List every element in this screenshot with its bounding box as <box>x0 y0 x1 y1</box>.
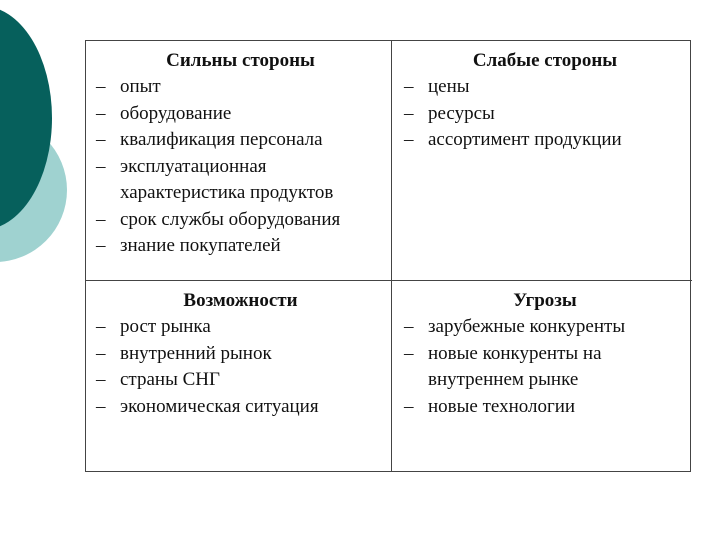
list-item: – зарубежные конкуренты <box>404 314 686 341</box>
list-item: – эксплуатационная характеристика продуктов <box>96 154 385 207</box>
opportunities-list <box>96 314 385 420</box>
swot-table <box>85 40 691 472</box>
list-item: – опыт <box>96 74 385 101</box>
list-item: – квалификация персонала <box>96 127 385 154</box>
decorative-circles <box>0 0 80 300</box>
weaknesses-list <box>404 74 686 154</box>
opportunities-cell <box>86 281 392 471</box>
list-item: – оборудование <box>96 101 385 128</box>
opportunities-title: Возможности <box>183 290 298 311</box>
circle-shapes <box>0 0 80 300</box>
strengths-title: Сильны стороны <box>166 50 315 71</box>
threats-list <box>404 314 686 420</box>
list-item: – знание покупателей <box>96 233 385 260</box>
strengths-list <box>96 74 385 260</box>
threats-title: Угрозы <box>513 290 577 311</box>
list-item: – страны СНГ <box>96 367 385 394</box>
list-item: – рост рынка <box>96 314 385 341</box>
list-item: – внутренний рынок <box>96 341 385 368</box>
strengths-cell <box>86 41 392 281</box>
list-item: – новые технологии <box>404 394 686 421</box>
list-item: – ресурсы <box>404 101 686 128</box>
list-item: – новые конкуренты на внутреннем рынке <box>404 341 686 394</box>
list-item: – цены <box>404 74 686 101</box>
list-item: – экономическая ситуация <box>96 394 385 421</box>
list-item: – ассортимент продукции <box>404 127 686 154</box>
weaknesses-title: Слабые стороны <box>472 50 618 71</box>
weaknesses-cell <box>392 41 692 281</box>
list-item: – срок службы оборудования <box>96 207 385 234</box>
threats-cell <box>392 281 692 471</box>
